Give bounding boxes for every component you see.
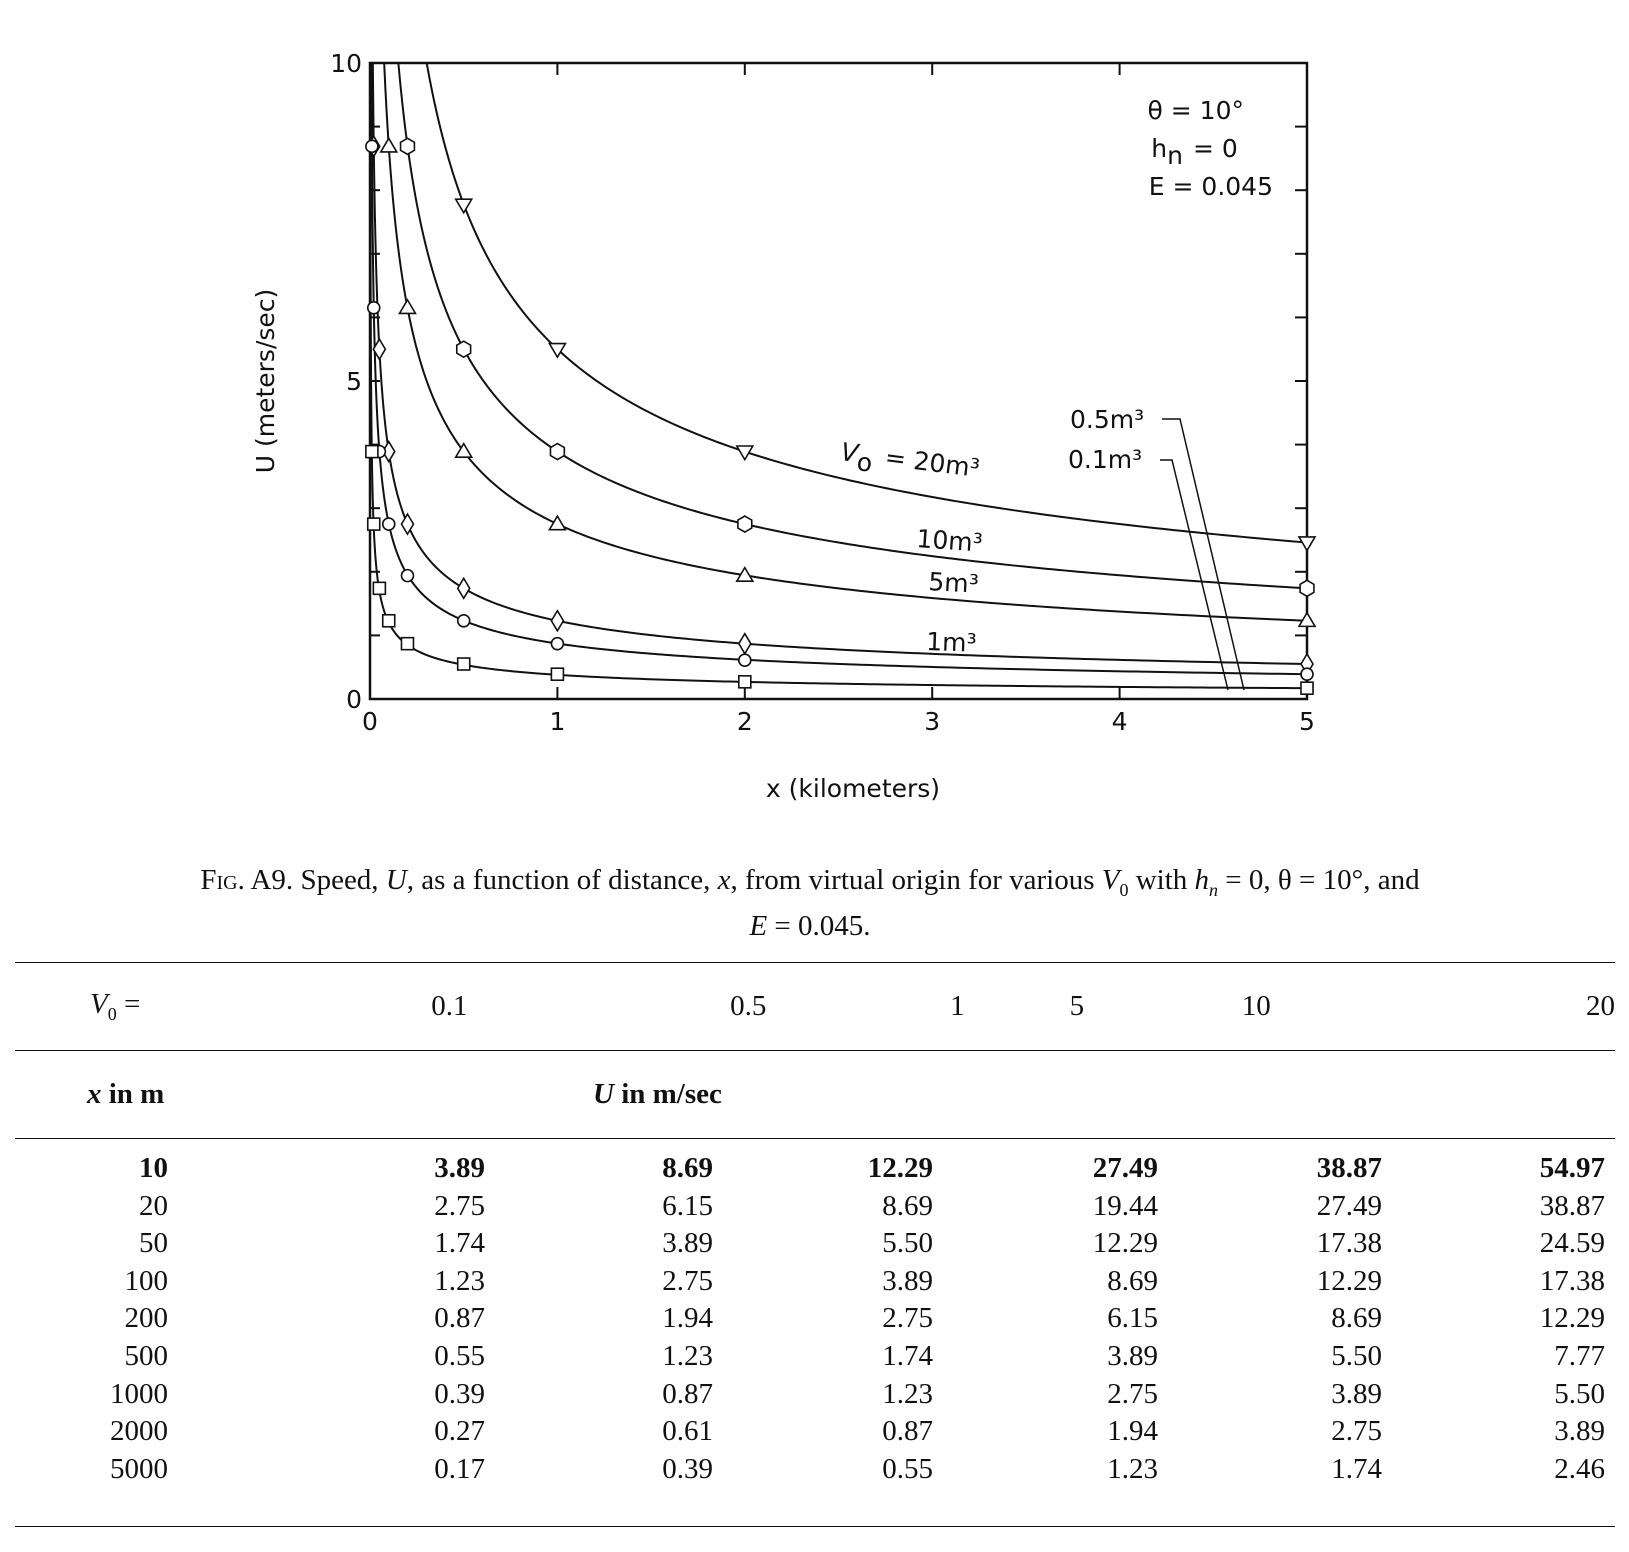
table-row	[15, 1150, 1615, 1187]
row-u-value: 3.89	[1107, 1340, 1158, 1372]
y-tick-labels	[330, 49, 362, 714]
marker-s5-p6	[551, 668, 563, 680]
row-u-value: 38.87	[1316, 1152, 1382, 1184]
marker-s3-p6	[551, 611, 563, 631]
leader-lines	[1160, 419, 1244, 690]
figure-caption	[10, 862, 1610, 944]
leader-05	[1162, 419, 1244, 690]
caption-v: V	[1101, 864, 1120, 896]
marker-s2-p5	[456, 444, 472, 458]
row-u-value: 0.17	[434, 1452, 485, 1485]
row-u-value: 0.87	[882, 1415, 933, 1448]
marker-s4-p1	[368, 302, 380, 314]
label-1: 1m³	[925, 627, 978, 658]
marker-s2-p6	[549, 516, 565, 530]
label-v0-eq: = 20m³	[883, 442, 982, 483]
row-u-value: 2.46	[1554, 1452, 1605, 1485]
row-x-value: 100	[124, 1264, 168, 1297]
marker-s5-p0	[366, 446, 378, 458]
row-x-value: 50	[139, 1227, 168, 1260]
col-2: 1	[950, 989, 965, 1022]
row-u-value: 17.38	[1539, 1264, 1605, 1297]
col-3: 5	[1069, 989, 1085, 1022]
series-line-2	[370, 0, 1307, 621]
row-u-value: 3.89	[662, 1227, 713, 1260]
marker-s1-p8	[1300, 580, 1314, 596]
row-u-value: 2.75	[662, 1264, 713, 1297]
row-u-value: 3.89	[434, 1152, 485, 1184]
row-x-value: 10	[139, 1152, 168, 1184]
v0-label-sub: 0	[107, 1003, 117, 1024]
label-01: 0.1m³	[1068, 445, 1143, 474]
row-u-value: 5.50	[1331, 1340, 1382, 1372]
row-u-value: 8.69	[1331, 1302, 1382, 1335]
caption-t1: Speed,	[293, 864, 386, 896]
leader-01	[1160, 460, 1228, 690]
caption-t4: with	[1128, 864, 1195, 896]
row-u-value: 0.55	[882, 1452, 933, 1485]
y-axis-label: U (meters/sec)	[251, 288, 280, 474]
u-label-rest: in m/sec	[613, 1077, 722, 1110]
row-u-value: 17.38	[1316, 1227, 1382, 1260]
row-u-value: 6.15	[1107, 1302, 1158, 1335]
caption-t6: = 0.045.	[767, 909, 871, 942]
row-u-value: 12.29	[867, 1152, 933, 1184]
marker-s4-p4	[401, 570, 413, 582]
marker-s5-p5	[458, 658, 470, 670]
caption-e: E	[749, 909, 768, 942]
row-u-value: 7.77	[1554, 1340, 1605, 1372]
parameter-box	[1148, 96, 1273, 201]
row-u-value: 1.23	[662, 1340, 713, 1372]
table-header-v0	[15, 962, 1615, 1050]
caption-h: h	[1194, 864, 1210, 896]
row-u-value: 6.15	[662, 1189, 713, 1222]
x-tick-label-4: 4	[1111, 707, 1128, 736]
y-tick-label-0: 0	[346, 685, 362, 714]
caption-v-sub: 0	[1119, 879, 1129, 900]
param-e: E = 0.045	[1148, 172, 1273, 201]
row-u-value: 1.94	[1107, 1415, 1158, 1448]
table-row	[15, 1263, 1615, 1300]
caption-t3: , from virtual origin for various	[730, 864, 1102, 896]
row-u-value: 12.29	[1092, 1227, 1158, 1260]
row-u-value: 8.69	[1107, 1264, 1158, 1297]
marker-s1-p6	[550, 444, 564, 460]
marker-s5-p1	[368, 518, 380, 530]
x-label-rest: in m	[101, 1077, 165, 1110]
table-row	[15, 1451, 1615, 1488]
row-x-value: 500	[124, 1340, 168, 1372]
marker-s5-p3	[383, 615, 395, 627]
label-05: 0.5m³	[1070, 405, 1145, 434]
y-tick-label-1: 5	[346, 367, 362, 396]
row-u-value: 1.23	[434, 1264, 485, 1297]
caption-x: x	[717, 864, 731, 896]
row-u-value: 1.23	[882, 1377, 933, 1410]
row-u-value: 54.97	[1539, 1152, 1605, 1184]
marker-s5-p8	[1301, 682, 1313, 694]
label-5: 5m³	[927, 567, 980, 599]
param-hn-val: = 0	[1193, 134, 1238, 163]
x-tick-label-3: 3	[924, 707, 941, 736]
table-row	[15, 1188, 1615, 1225]
v0-label-eq: =	[116, 987, 141, 1020]
row-u-value: 38.87	[1539, 1189, 1605, 1222]
marker-s1-p7	[738, 516, 752, 532]
row-u-value: 5.50	[882, 1227, 933, 1260]
table-row	[15, 1338, 1615, 1375]
caption-t2: , as a function of distance,	[406, 864, 718, 896]
label-v0-prefix: V	[839, 437, 860, 469]
row-u-value: 5.50	[1554, 1377, 1605, 1410]
table-row	[15, 1376, 1615, 1413]
marker-s4-p0	[366, 140, 378, 152]
marker-s4-p6	[551, 638, 563, 650]
row-u-value: 3.89	[1554, 1415, 1605, 1448]
row-u-value: 0.61	[662, 1415, 713, 1448]
marker-s5-p7	[739, 676, 751, 688]
row-x-value: 20	[139, 1189, 168, 1222]
col-4: 10	[1241, 989, 1271, 1022]
table-rule-bottom	[15, 1526, 1615, 1527]
row-u-value: 0.87	[434, 1302, 485, 1335]
row-u-value: 0.39	[434, 1377, 485, 1410]
marker-s0-p5	[456, 199, 472, 213]
marker-s0-p8	[1299, 537, 1315, 551]
row-u-value: 3.89	[1331, 1377, 1382, 1410]
marker-s3-p5	[458, 578, 470, 598]
y-tick-label-2: 10	[330, 49, 362, 78]
marker-s3-p7	[739, 634, 751, 654]
row-x-value: 5000	[110, 1452, 168, 1485]
marker-s4-p8	[1301, 668, 1313, 680]
param-hn	[1151, 134, 1183, 170]
marker-s5-p2	[373, 582, 385, 594]
row-u-value: 12.29	[1316, 1264, 1382, 1297]
u-label-var: U	[593, 1077, 614, 1110]
v0-label: V	[90, 987, 108, 1020]
speed-table	[15, 962, 1615, 1138]
caption-t5: = 0, θ = 10°, and	[1218, 864, 1420, 896]
table-row	[15, 1300, 1615, 1337]
x-tick-label-0: 0	[362, 707, 378, 736]
marker-s4-p5	[458, 615, 470, 627]
series-label-group	[838, 405, 1144, 658]
row-u-value: 2.75	[1107, 1377, 1158, 1410]
table-header-units	[15, 1050, 1615, 1138]
col-5: 20	[1586, 989, 1615, 1022]
caption-u: U	[385, 864, 407, 896]
marker-s1-p5	[457, 341, 471, 357]
row-u-value: 2.75	[1331, 1415, 1382, 1448]
row-x-value: 200	[124, 1302, 168, 1335]
row-u-value: 0.55	[434, 1340, 485, 1372]
row-u-value: 19.44	[1092, 1189, 1158, 1222]
marker-s2-p4	[399, 300, 415, 314]
series-line-0	[370, 0, 1307, 543]
param-n-sub: n	[1167, 141, 1183, 170]
row-u-value: 12.29	[1539, 1302, 1605, 1335]
label-v0-sub: o	[855, 447, 874, 478]
u-label-cell	[300, 1050, 1615, 1138]
row-u-value: 1.23	[1107, 1452, 1158, 1485]
x-tick-label-2: 2	[736, 707, 753, 736]
row-u-value: 1.74	[882, 1340, 933, 1372]
x-label-cell	[15, 1050, 300, 1138]
series-markers	[366, 136, 1315, 694]
row-u-value: 1.94	[662, 1302, 713, 1335]
row-u-value: 2.75	[882, 1302, 933, 1335]
marker-s5-p4	[401, 638, 413, 650]
row-u-value: 0.39	[662, 1452, 713, 1485]
row-u-value: 27.49	[1316, 1189, 1382, 1222]
row-x-value: 2000	[110, 1415, 168, 1448]
marker-s4-p7	[739, 654, 751, 666]
table-row	[15, 1413, 1615, 1450]
table-row	[15, 1225, 1615, 1262]
marker-s4-p3	[383, 518, 395, 530]
x-tick-label-5: 5	[1299, 707, 1315, 736]
row-u-value: 27.49	[1092, 1152, 1158, 1184]
row-u-value: 0.27	[434, 1415, 485, 1448]
x-label-var: x	[87, 1077, 102, 1110]
table-rule-3	[15, 1138, 1615, 1139]
marker-s1-p4	[401, 138, 415, 154]
param-theta: θ = 10°	[1147, 96, 1244, 125]
col-1: 0.5	[730, 989, 767, 1022]
x-tick-labels	[362, 707, 1315, 736]
x-tick-label-1: 1	[549, 707, 566, 736]
row-u-value: 1.74	[434, 1227, 485, 1260]
row-u-value: 8.69	[662, 1152, 713, 1184]
x-axis-label: x (kilometers)	[765, 774, 941, 803]
label-10: 10m³	[915, 524, 984, 558]
row-u-value: 2.75	[434, 1189, 485, 1222]
col-0: 0.1	[431, 989, 468, 1022]
row-u-value: 24.59	[1539, 1227, 1605, 1260]
caption-fig: Fig. A9.	[200, 864, 294, 896]
row-u-value: 8.69	[882, 1189, 933, 1222]
caption-h-sub: n	[1209, 879, 1219, 900]
v0-label-cell	[15, 962, 300, 1050]
row-x-value: 1000	[110, 1377, 168, 1410]
row-u-value: 1.74	[1331, 1452, 1382, 1485]
param-h: h	[1151, 134, 1168, 163]
row-u-value: 3.89	[882, 1264, 933, 1297]
row-u-value: 0.87	[662, 1377, 713, 1410]
marker-s2-p3	[381, 138, 397, 152]
